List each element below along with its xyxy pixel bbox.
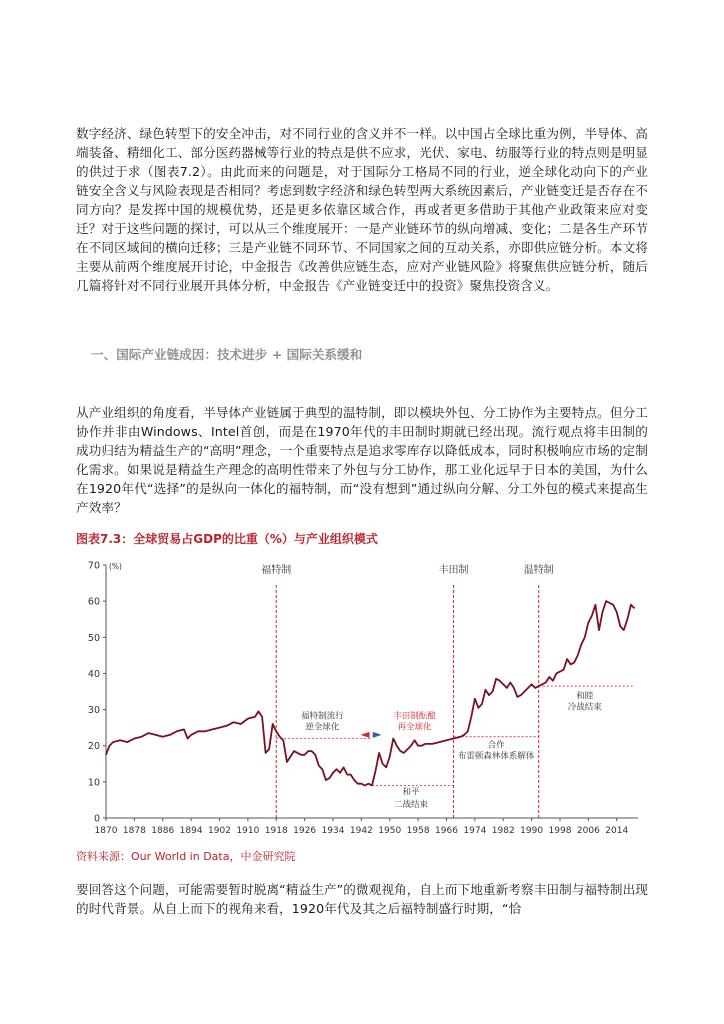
regime-label: 温特制 <box>523 565 554 576</box>
x-tick-label: 1934 <box>321 826 345 836</box>
annotation-label: 福特制流行 <box>301 711 344 722</box>
x-tick-label: 2006 <box>576 826 600 836</box>
x-tick-label: 1926 <box>293 826 317 836</box>
x-tick-label: 1918 <box>264 826 288 836</box>
x-tick-label: 1950 <box>378 826 402 836</box>
x-tick-label: 1902 <box>208 826 231 836</box>
x-tick-label: 1894 <box>179 826 203 836</box>
y-tick-label: 10 <box>87 777 100 789</box>
regime-label: 福特制 <box>261 565 292 576</box>
y-tick-label: 40 <box>87 668 100 680</box>
x-tick-label: 1942 <box>349 826 373 836</box>
x-tick-label: 1870 <box>94 826 118 836</box>
annotation-label: 和睦 <box>576 691 594 702</box>
y-tick-label: 70 <box>87 560 100 572</box>
figure-caption: 图表7.3：全球贸易占GDP的比重（%）与产业组织模式 <box>76 532 378 546</box>
x-tick-label: 1878 <box>122 826 146 836</box>
trade-share-line <box>106 601 635 785</box>
x-tick-label: 1958 <box>406 826 430 836</box>
annotation-sublabel: 布雷顿森林体系解体 <box>457 751 535 762</box>
x-tick-label: 1910 <box>236 826 260 836</box>
trade-gdp-chart <box>72 553 652 843</box>
annotation-sublabel: 再全球化 <box>397 722 432 733</box>
x-tick-label: 1990 <box>520 826 544 836</box>
regime-label: 丰田制 <box>438 565 469 576</box>
chart-svg <box>72 553 652 843</box>
body-paragraph-2: 从产业组织的角度看，半导体产业链属于典型的温特制，即以模块外包、分工协作为主要特点。但分工协作并非由Windows、Intel首创，而是在1970年代的丰田制时期就已经出现。流行观点将丰田制的成功归结为精益生产的“高明”理念，一个重要特点是追求零库存以降低成本，同时积极响应市场的定制化需求。如果说是精益生产理念的高明性带来了外包与分工协作，那工业化远早于日本的美国，为什么在1920年代“选择”的是纵向一体化的福特制，而“没有想到”通过纵向分解、分工外包的模式来提高生产效率？ <box>76 405 648 515</box>
annotation-label: 丰田制酝酿 <box>393 711 436 722</box>
y-tick-label: 0 <box>93 813 100 825</box>
y-axis-unit: (%) <box>109 562 122 571</box>
source-note: 资料来源：Our World in Data，中金研究院 <box>76 850 296 863</box>
x-tick-label: 1886 <box>151 826 175 836</box>
y-tick-label: 30 <box>87 705 100 717</box>
x-tick-label: 2014 <box>605 826 629 836</box>
x-tick-label: 1998 <box>548 826 572 836</box>
annotation-sublabel: 二战结束 <box>394 800 429 811</box>
y-tick-label: 60 <box>87 596 100 608</box>
annotation-sublabel: 逆全球化 <box>305 722 340 733</box>
x-tick-label: 1982 <box>491 826 515 836</box>
x-tick-label: 1966 <box>435 826 458 836</box>
y-tick-label: 50 <box>87 632 100 644</box>
body-paragraph-1: 数字经济、绿色转型下的安全冲击，对不同行业的含义并不一样。以中国占全球比重为例，半导体、高端装备、精细化工、部分医药器械等行业的特点是供不应求，光伏、家电、纺服等行业的特点则是明显的供过于求（图表7.2）。由此而来的问题是，对于国际分工格局不同的行业，逆全球化动向下的产业链安全含义与风险表现是否相同？考虑到数字经济和绿色转型两大系统因素后，产业链变迁是否存在不同方向？是发挥中国的规模优势，还是更多依靠区域合作，再或者更多借助于其他产业政策来应对变迁？对于这些问题的探讨，可以从三个维度展开：一是产业链环节的纵向增减、变化；二是各生产环节在不同区域间的横向迁移；三是产业链不同环节、不同国家之间的互动关系，亦即供应链分析。本文将主要从前两个维度展开讨论，中金报告《改善供应链生态，应对产业链风险》将聚焦供应链分析，随后几篇将针对不同行业展开具体分析，中金报告《产业链变迁中的投资》聚焦投资含义。 <box>76 126 648 293</box>
y-tick-label: 20 <box>87 741 100 753</box>
annotation-label: 和平 <box>402 787 420 798</box>
annotation-sublabel: 冷战结束 <box>567 702 602 713</box>
body-paragraph-3: 要回答这个问题，可能需要暂时脱离“精益生产”的微观视角，自上而下地重新考察丰田制与福特制出现的时代背景。从自上而下的视角来看，1920年代及其之后福特制盛行时期，“恰 <box>76 882 648 916</box>
right-arrow-marker <box>373 732 382 738</box>
section-heading: 一、国际产业链成因：技术进步 + 国际关系缓和 <box>91 347 363 362</box>
x-tick-label: 1974 <box>463 826 487 836</box>
left-arrow-marker <box>361 732 370 738</box>
annotation-label: 合作 <box>487 740 505 751</box>
